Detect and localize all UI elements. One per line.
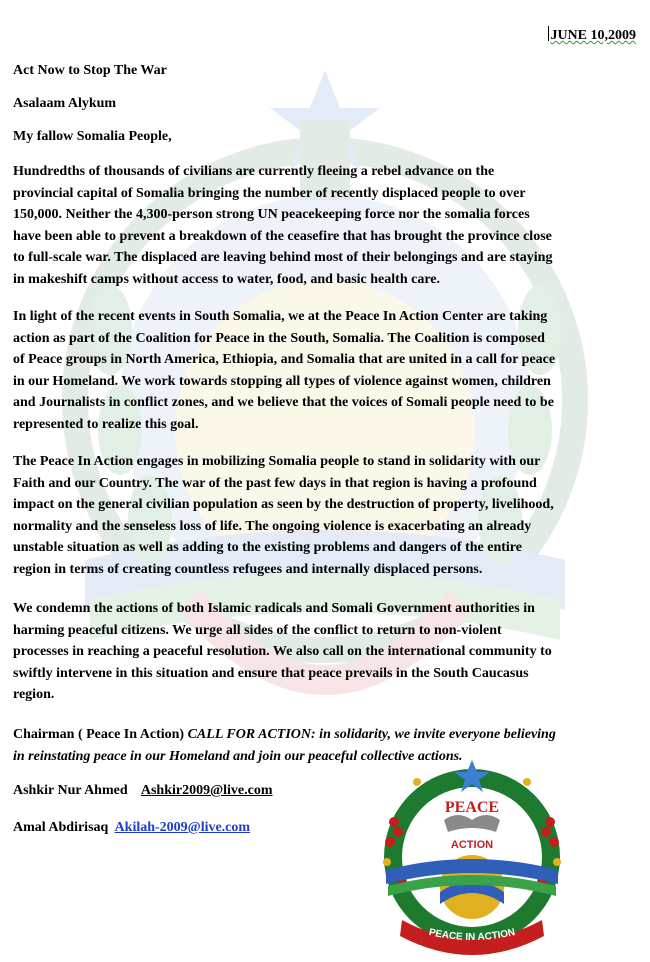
- greeting: Asalaam Alykum: [13, 96, 117, 111]
- paragraph-4: We condemn the actions of both Islamic radicals and Somali Government authorities in harming peaceful citizens. We urge all sides of the conflict to return to non-violent processes in reaching a peaceful resolution. We also call on the international community to swiftly intervene in this situation and ensure that peace prevails in the South Caucasus region.: [13, 601, 552, 702]
- peace-emblem-icon: [372, 752, 572, 962]
- call-text-1: CALL FOR ACTION: in solidarity, we invite everyone believing: [187, 727, 556, 742]
- contact-name: Ashkir Nur Ahmed: [13, 783, 128, 798]
- logo-mid-text: ACTION: [450, 839, 494, 851]
- paragraph-2: In light of the recent events in South Somalia, we at the Peace In Action Center are taking action as part of the Coalition for Peace in the South, Somalia. The Coalition is composed of Peace groups in North America, Ethiopia, and Somalia that are united in a call for peace in our Homeland. We work towards stopping all types of violence against women, children and Journalists in conflict zones, and we believe that the voices of Somali people need to be represented to realize this goal.: [13, 309, 556, 432]
- chairman-label: Chairman ( Peace In Action): [13, 727, 185, 742]
- salutation: My fallow Somalia People,: [13, 129, 172, 144]
- paragraph-3: The Peace In Action engages in mobilizing Somalia people to stand in solidarity with our Faith and our Country. The war of the past few days in that region is having a profound impact on the general civilian population as seen by the destruction of property, livelihood, normality and the senseless loss of life. The ongoing violence is exacerbating an already unstable situation as well as adding to the existing problems and dangers of the entire region in terms of creating countless refugees and internally displaced persons.: [13, 454, 554, 577]
- contact-1: [13, 780, 273, 802]
- paragraph-1: Hundredths of thousands of civilians are currently fleeing a rebel advance on the provincial capital of Somalia bringing the number of recently displaced people to over 150,000. Neither the 4,300-person strong UN peacekeeping force nor the somalia forces have been able to prevent a breakdown of the ceasefire that has brought the province close to full-scale war. The displaced are leaving behind most of their belongings and are staying in makeshift camps without access to water, food, and basic health care.: [13, 164, 553, 287]
- contact-email[interactable]: Akilah-2009@live.com: [114, 820, 251, 835]
- contact-name: Amal Abdirisaq: [13, 820, 109, 835]
- letter-title: Act Now to Stop The War: [13, 63, 167, 78]
- logo-ribbon-text: PEACE IN ACTION: [427, 926, 517, 944]
- contact-email[interactable]: Ashkir2009@live.com: [140, 783, 273, 798]
- letter-date: JUNE 10,2009: [550, 28, 636, 43]
- contact-2: [13, 817, 250, 839]
- call-text-2: in reinstating peace in our Homeland and join our peaceful collective actions.: [13, 748, 463, 764]
- logo-top-text: PEACE: [444, 799, 500, 816]
